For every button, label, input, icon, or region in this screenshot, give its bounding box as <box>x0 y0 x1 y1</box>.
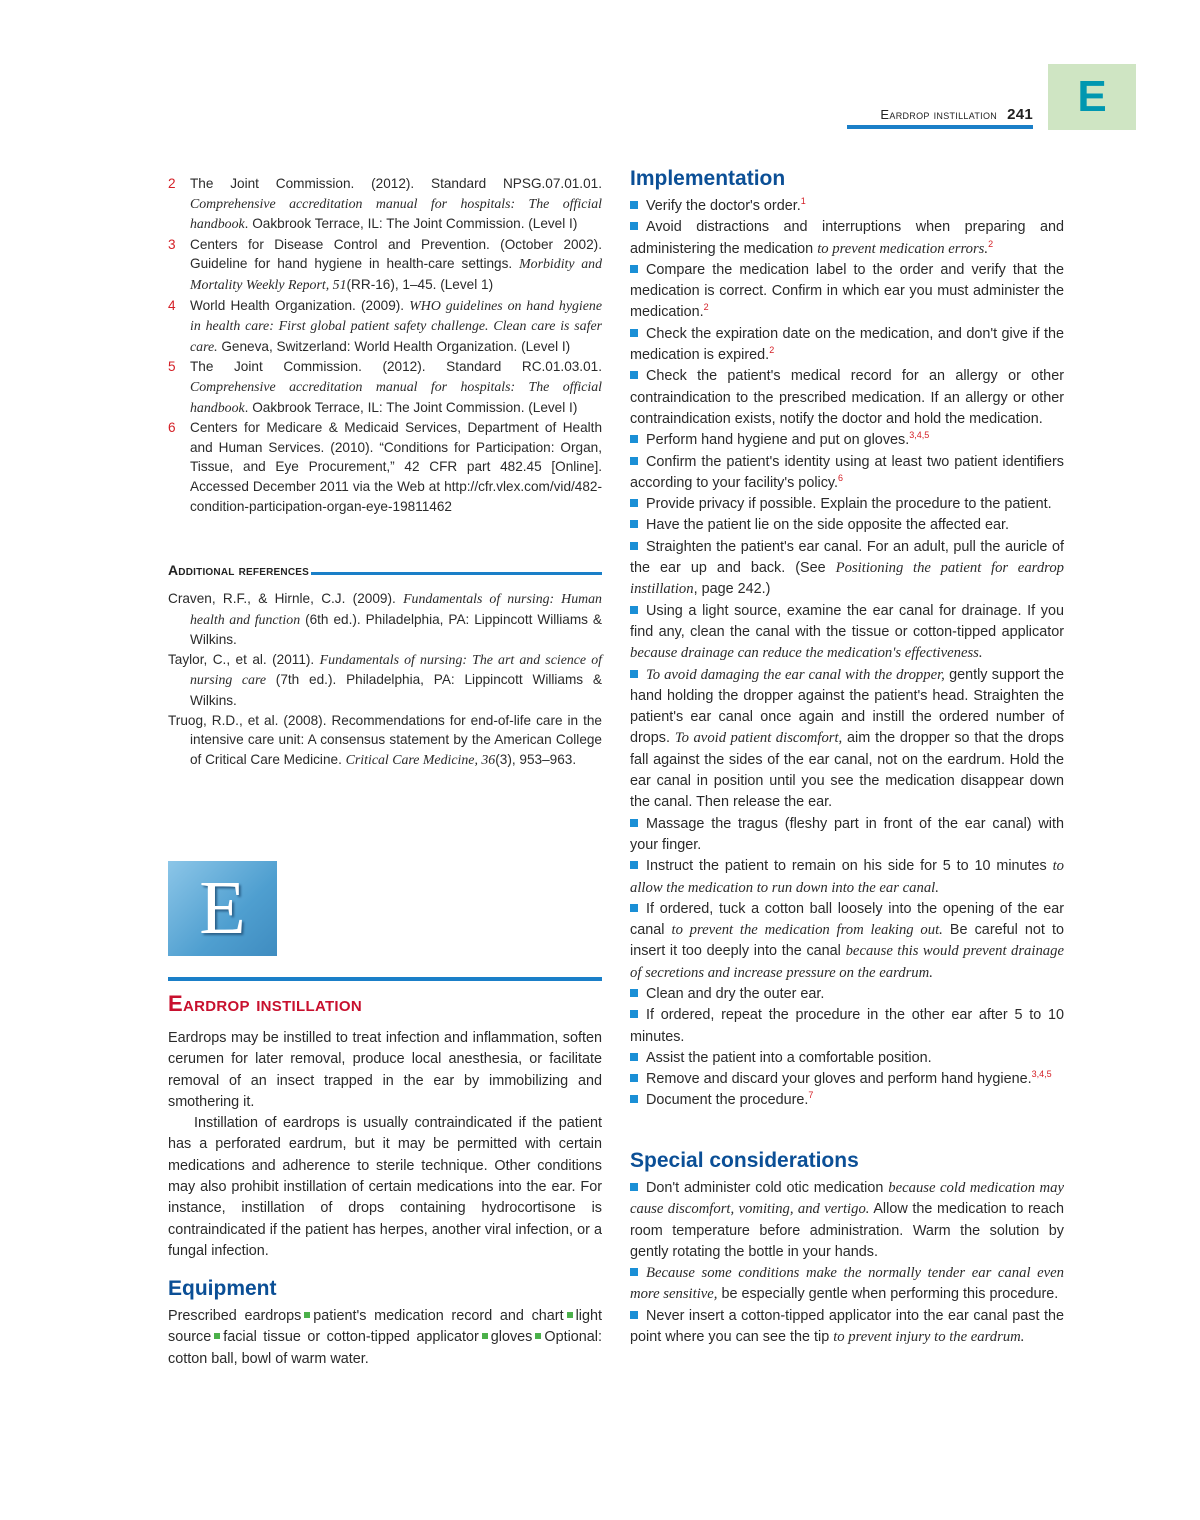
text-segment: Instillation of eardrops is usually contraindicated if the patient has a perforated eardrum, but it may be permitted with certain medications and adherence to sterile technique. Other conditions may also prohibit instillation of certain medications into the ear. For instance, instillation of drops containing hydrocortisone is contraindicated if the patient has herpes, another viral infection, or a fungal infection. <box>168 1115 602 1259</box>
text-segment: The Joint Commission. (2012). Standard NPSG.07.01.01. <box>190 176 602 191</box>
text-segment: Using a light source, examine the ear canal for drainage. If you find any, clean the canal with the tissue or cotton-tipped applicator <box>630 602 1064 640</box>
blue-square-bullet-icon <box>630 222 638 230</box>
intro-paragraph <box>168 1113 602 1262</box>
text-segment: Instruct the patient to remain on his side for 5 to 10 minutes <box>646 858 1053 875</box>
running-header <box>847 106 1033 129</box>
citation-superscript: 2 <box>988 238 994 249</box>
blue-square-bullet-icon <box>630 1183 638 1191</box>
italic-text: to prevent the medication from leaking out. <box>671 922 943 939</box>
bullet-item <box>630 1178 1064 1263</box>
special-considerations-heading: Special considerations <box>630 1149 859 1172</box>
italic-text: To avoid damaging the ear canal with the dropper, <box>646 666 945 683</box>
blue-square-bullet-icon <box>630 819 638 827</box>
bullet-item <box>630 494 1064 515</box>
text-segment: (7th ed.). Philadelphia, PA: Lippincott Williams & Wilkins. <box>190 672 602 708</box>
blue-square-bullet-icon <box>630 457 638 465</box>
blue-square-bullet-icon <box>630 1311 638 1319</box>
italic-text: Morbidity and Mortality Weekly Report, 51 <box>190 257 602 293</box>
blue-square-bullet-icon <box>630 329 638 337</box>
reference-text <box>190 174 602 235</box>
section-letter-image: E <box>168 861 277 956</box>
blue-square-bullet-icon <box>630 1074 638 1082</box>
text-segment: World Health Organization. (2009). <box>190 297 410 313</box>
additional-references-label: Additional references <box>168 562 309 578</box>
section-rule <box>168 977 602 981</box>
blue-square-bullet-icon <box>630 1010 638 1018</box>
italic-text: Fundamentals of nursing: Human health and function <box>190 592 602 628</box>
italic-text: because drainage can reduce the medication's effectiveness. <box>630 645 983 662</box>
reference-item <box>168 357 602 418</box>
text-segment: Allow the medication to reach room temperature before administration. Warm the solution by gently rotating the bottle in your hands. <box>630 1201 1064 1260</box>
blue-square-bullet-icon <box>630 435 638 443</box>
heading-rule <box>311 572 602 575</box>
text-segment: Have the patient lie on the side opposite the affected ear. <box>646 517 1009 534</box>
reference-item <box>168 235 602 296</box>
text-segment: Remove and discard your gloves and perform hand hygiene. <box>646 1071 1032 1088</box>
italic-text: Positioning the patient for eardrop instillation <box>630 560 1064 598</box>
references-list <box>168 174 602 516</box>
additional-reference-item <box>168 589 602 650</box>
text-segment: Provide privacy if possible. Explain the procedure to the patient. <box>646 496 1052 513</box>
citation-superscript: 2 <box>769 345 775 356</box>
additional-reference-item <box>168 650 602 711</box>
text-segment: gently support the hand holding the dropper against the patient's head. Straighten the patient's ear canal once again and instill the ordered number of drops. <box>630 666 1064 747</box>
bullet-item <box>630 260 1064 324</box>
italic-text: Comprehensive accreditation manual for hospitals: The official handbook <box>190 196 602 233</box>
bullet-item <box>630 1069 1064 1090</box>
blue-square-bullet-icon <box>630 1268 638 1276</box>
text-segment: , page 242.) <box>693 581 771 598</box>
blue-square-bullet-icon <box>630 861 638 869</box>
bullet-item <box>630 856 1064 899</box>
bullet-item <box>630 1090 1064 1111</box>
blue-square-bullet-icon <box>630 606 638 614</box>
bullet-item <box>630 196 1064 217</box>
text-segment: If ordered, tuck a cotton ball loosely into the opening of the ear canal <box>630 900 1064 939</box>
text-segment: . Oakbrook Terrace, IL: The Joint Commission. (Level I) <box>244 216 578 232</box>
additional-references-list <box>168 589 602 770</box>
blue-square-bullet-icon <box>630 670 638 678</box>
page-number: 241 <box>1007 106 1033 123</box>
bullet-item <box>630 601 1064 665</box>
citation-superscript: 3,4,5 <box>909 430 930 441</box>
reference-item <box>168 174 602 235</box>
bullet-item <box>630 537 1064 601</box>
bullet-item <box>630 366 1064 430</box>
text-segment: Check the expiration date on the medication, and don't give if the medication is expired. <box>630 325 1064 364</box>
italic-text: because cold medication may cause discomfort, vomiting, and vertigo. <box>630 1180 1065 1218</box>
bullet-item <box>630 1263 1064 1306</box>
green-square-bullet-icon <box>535 1333 541 1339</box>
section-tab: E <box>1048 64 1136 130</box>
bullet-item <box>630 1306 1064 1349</box>
text-segment: . Oakbrook Terrace, IL: The Joint Commission. (Level I) <box>244 399 578 415</box>
reference-text <box>190 357 602 418</box>
text-segment: If ordered, repeat the procedure in the other ear after 5 to 10 minutes. <box>630 1007 1064 1045</box>
intro-text <box>168 1028 602 1262</box>
text-segment: Don't administer cold otic medication <box>646 1180 889 1196</box>
text-segment: Assist the patient into a comfortable position. <box>646 1049 932 1066</box>
equipment-item: Prescribed eardrops <box>168 1308 302 1324</box>
text-segment: Geneva, Switzerland: World Health Organization. (Level I) <box>217 338 571 354</box>
reference-item <box>168 296 602 358</box>
bullet-item <box>630 1005 1064 1048</box>
bullet-item <box>630 814 1064 857</box>
bullet-item <box>630 899 1064 984</box>
text-segment: Check the patient's medical record for an allergy or other contraindication to the prescribed medication. If an allergy or other contraindication exists, notify the doctor and hold the medication. <box>630 368 1064 427</box>
text-segment: Be careful not to insert it too deeply into the canal <box>630 922 1064 960</box>
blue-square-bullet-icon <box>630 201 638 209</box>
reference-text <box>190 296 602 358</box>
italic-text: to prevent medication errors. <box>817 240 989 257</box>
running-title: Eardrop instillation <box>880 107 998 122</box>
text-segment: The Joint Commission. (2012). Standard RC.01.03.01. <box>190 359 602 375</box>
bullet-item <box>630 515 1064 536</box>
blue-square-bullet-icon <box>630 1095 638 1103</box>
bullet-item <box>630 452 1064 495</box>
text-segment: Straighten the patient's ear canal. For an adult, pull the auricle of the ear up and back. (See <box>630 538 1064 577</box>
text-segment: Verify the doctor's order. <box>646 198 801 214</box>
implementation-list <box>630 196 1064 1112</box>
bullet-item <box>630 1048 1064 1069</box>
text-segment: Never insert a cotton-tipped applicator into the ear canal past the point where you can see the tip <box>630 1307 1064 1346</box>
green-square-bullet-icon <box>567 1312 573 1318</box>
text-segment: aim the dropper so that the drops fall against the sides of the ear canal, not on the eardrum. Hold the ear canal in position until you see the medication disappear down the canal. Then release the ear. <box>630 730 1064 811</box>
additional-references-heading <box>168 562 602 578</box>
italic-text: Fundamentals of nursing: The art and science of nursing care <box>190 652 602 689</box>
reference-number: 5 <box>168 359 176 375</box>
equipment-item: patient's medication record and chart <box>313 1308 564 1324</box>
reference-item <box>168 418 602 516</box>
reference-number: 2 <box>168 176 176 191</box>
reference-text <box>190 235 602 296</box>
text-segment: be especially gentle when performing this procedure. <box>717 1286 1059 1303</box>
italic-text: Because some conditions make the normally tender ear canal even more sensitive, <box>630 1265 1064 1303</box>
equipment-item: light source <box>168 1308 602 1346</box>
text-segment: Perform hand hygiene and put on gloves. <box>646 432 910 449</box>
bullet-item <box>630 430 1064 451</box>
text-segment: Centers for Medicare & Medicaid Services, Department of Health and Human Services. (2010). “Conditions for Participation: Organ, Tissue, and Eye Procurement,” 42 CFR part 482.45 [Online]. Accessed December 2011 via the Web at http://cfr.vlex.com/vid/482-condition-participation-organ-eye-19811462 <box>190 420 602 514</box>
special-considerations-list <box>630 1178 1064 1348</box>
intro-paragraph <box>168 1028 602 1113</box>
blue-square-bullet-icon <box>630 265 638 273</box>
text-segment: Confirm the patient's identity using at least two patient identifiers according to your facility's policy. <box>630 453 1064 491</box>
blue-square-bullet-icon <box>630 542 638 550</box>
text-segment: Clean and dry the outer ear. <box>646 985 825 1002</box>
text-segment: Truog, R.D., et al. (2008). Recommendations for end-of-life care in the intensive care unit: A consensus statement by the American College of Critical Care Medicine. <box>168 712 602 767</box>
equipment-item: facial tissue or cotton-tipped applicator <box>223 1329 479 1346</box>
blue-square-bullet-icon <box>630 1053 638 1061</box>
green-square-bullet-icon <box>304 1312 310 1318</box>
italic-text: Critical Care Medicine, 36 <box>345 752 496 768</box>
italic-text: to allow the medication to run down into the ear canal. <box>630 858 1064 896</box>
text-segment: (3), 953–963. <box>495 751 577 767</box>
blue-square-bullet-icon <box>630 371 638 379</box>
blue-square-bullet-icon <box>630 520 638 528</box>
citation-superscript: 1 <box>800 196 806 207</box>
bullet-item <box>630 324 1064 367</box>
italic-text: to prevent injury to the eardrum. <box>833 1329 1025 1346</box>
blue-square-bullet-icon <box>630 499 638 507</box>
reference-number: 6 <box>168 420 176 436</box>
reference-number: 3 <box>168 236 176 252</box>
citation-superscript: 7 <box>808 1090 814 1101</box>
citation-superscript: 3,4,5 <box>1031 1069 1052 1080</box>
text-segment: Document the procedure. <box>646 1092 809 1109</box>
italic-text: WHO guidelines on hand hygiene in health care: First global patient safety challenge. Clean care is safer care. <box>190 298 603 355</box>
italic-text: because this would prevent drainage of secretions and increase pressure on the eardrum. <box>630 943 1064 981</box>
text-segment: Eardrops may be instilled to treat infection and inflammation, soften cerumen for later removal, produce local anesthesia, or facilitate removal of an insect trapped in the ear by immobilizing and smothering it. <box>168 1030 602 1110</box>
green-square-bullet-icon <box>482 1333 488 1339</box>
text-segment: Compare the medication label to the order and verify that the medication is correct. Confirm in which ear you must administer the medication. <box>630 261 1064 321</box>
citation-superscript: 6 <box>838 473 844 484</box>
section-title: Eardrop instillation <box>168 991 362 1016</box>
bullet-item <box>630 984 1064 1005</box>
reference-number: 4 <box>168 297 176 313</box>
text-segment: Taylor, C., et al. (2011). <box>168 651 320 667</box>
citation-superscript: 2 <box>703 302 709 313</box>
equipment-item: Optional: cotton ball, bowl of warm water. <box>168 1329 602 1367</box>
text-segment: Craven, R.F., & Hirnle, C.J. (2009). <box>168 591 404 606</box>
equipment-heading: Equipment <box>168 1277 277 1300</box>
bullet-item <box>630 665 1064 814</box>
implementation-heading: Implementation <box>630 167 786 190</box>
italic-text: To avoid patient discomfort, <box>674 730 843 747</box>
reference-text <box>190 418 602 516</box>
text-segment: (6th ed.). Philadelphia, PA: Lippincott Williams & Wilkins. <box>190 611 602 648</box>
text-segment: Avoid distractions and interruptions when preparing and administering the medication <box>630 219 1064 257</box>
italic-text: Comprehensive accreditation manual for hospitals: The official handbook <box>190 379 602 416</box>
green-square-bullet-icon <box>214 1333 220 1339</box>
blue-square-bullet-icon <box>630 989 638 997</box>
additional-reference-item <box>168 711 602 771</box>
text-segment: Massage the tragus (fleshy part in front of the ear canal) with your finger. <box>630 815 1064 853</box>
text-segment: Centers for Disease Control and Prevention. (October 2002). Guideline for hand hygiene in health-care settings. <box>190 236 602 272</box>
equipment-item: gloves <box>490 1329 533 1346</box>
bullet-item <box>630 217 1064 260</box>
equipment-list <box>168 1306 602 1370</box>
blue-square-bullet-icon <box>630 904 638 912</box>
text-segment: (RR-16), 1–45. (Level 1) <box>346 276 494 292</box>
